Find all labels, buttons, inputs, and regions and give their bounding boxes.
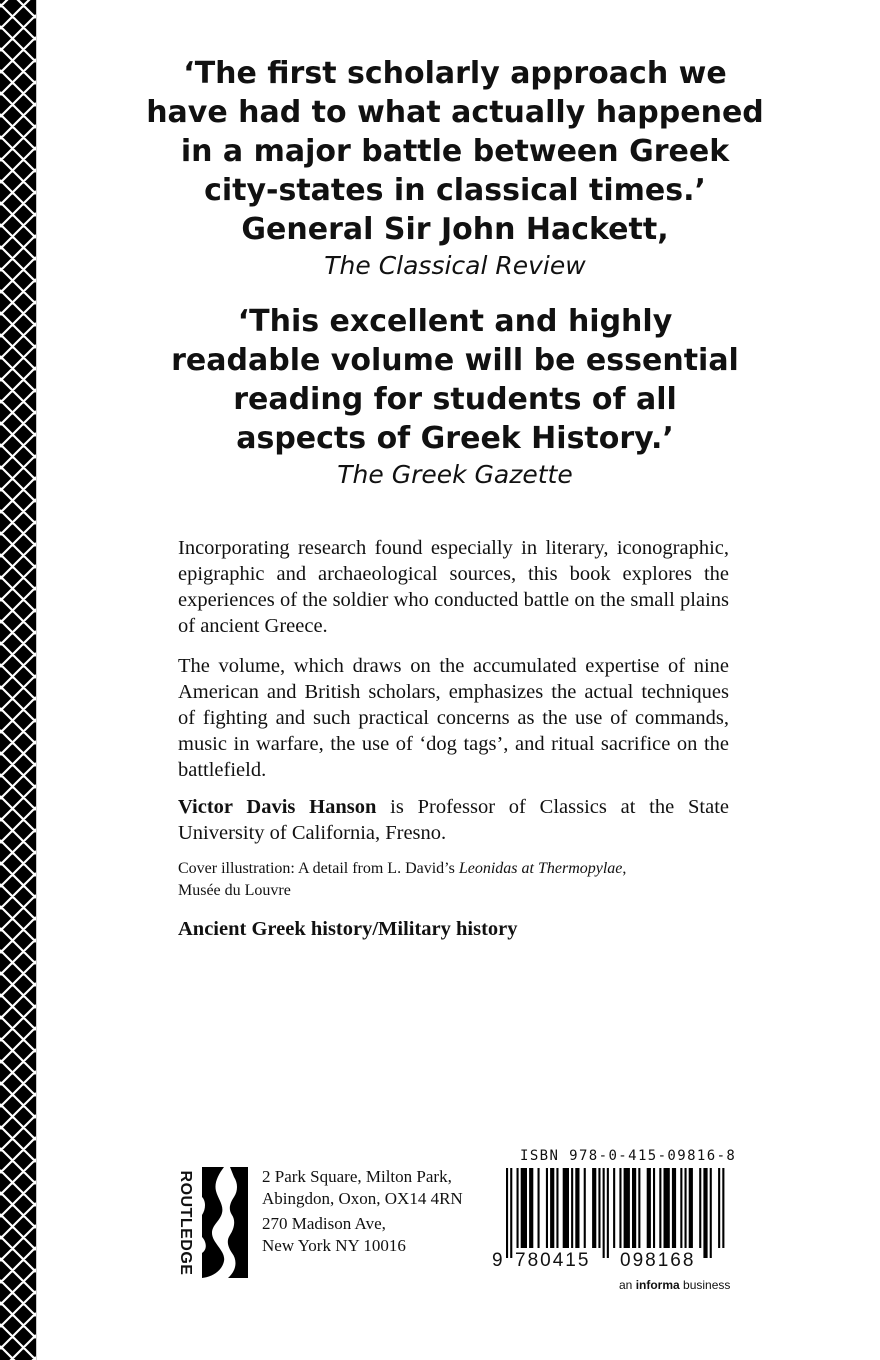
barcode-bar	[685, 1168, 687, 1248]
logo-profile-left	[202, 1167, 224, 1278]
quote-line: ‘This excellent and highly	[237, 304, 673, 339]
barcode-bar	[613, 1168, 615, 1248]
barcode-digit-first: 9	[492, 1250, 505, 1271]
barcode-bar	[510, 1168, 512, 1258]
barcode-bar	[521, 1168, 527, 1248]
barcode-bar	[506, 1168, 508, 1258]
quote-line: readable volume will be essential	[171, 343, 739, 378]
subject-category: Ancient Greek history/Military history	[178, 918, 518, 940]
barcode-bars	[506, 1168, 730, 1258]
quote-publication: The Greek Gazette	[337, 460, 573, 489]
review-quote-1	[60, 54, 850, 283]
barcode-bar	[653, 1168, 655, 1248]
quote-publication: The Classical Review	[324, 251, 586, 280]
tagline-prefix: an	[619, 1278, 636, 1292]
quote-line: in a major battle between Greek	[180, 134, 730, 169]
barcode-bar	[538, 1168, 540, 1248]
publisher-name: ROUTLEDGE	[177, 1170, 194, 1275]
barcode-bar	[647, 1168, 651, 1248]
cover-credit-location: Musée du Louvre	[178, 882, 291, 899]
barcode-bar	[571, 1168, 573, 1248]
barcode-bar	[689, 1168, 693, 1248]
barcode-bar	[546, 1168, 548, 1248]
barcode-bar	[699, 1168, 701, 1248]
cover-credit-prefix: Cover illustration: A detail from L. David’s	[178, 860, 459, 877]
barcode-bar	[664, 1168, 670, 1248]
isbn-barcode	[490, 1148, 740, 1298]
author-bio-detail: is Professor of Classics at the State University of California, Fresno.	[178, 796, 729, 844]
quote-line: aspects of Greek History.’	[236, 421, 674, 456]
logo-profile-right	[228, 1167, 248, 1278]
barcode-bar	[592, 1168, 596, 1248]
decorative-border-strip	[0, 0, 37, 1360]
barcode-digits-right: 098168	[620, 1250, 696, 1271]
routledge-logo-icon	[172, 1165, 252, 1280]
barcode-bar	[563, 1168, 569, 1248]
isbn-label: ISBN 978-0-415-09816-8	[520, 1148, 737, 1164]
address-line: New York NY 10016	[262, 1236, 406, 1255]
paragraph-text: The volume, which draws on the accumulated expertise of nine American and British scholars, emphasizes the actual techniques of fighting and such practical concerns as the use of commands, music in warfare, the use of ‘dog tags’, and ritual sacrifice on the battlefield.	[178, 655, 729, 781]
address-line: Abingdon, Oxon, OX14 4RN	[262, 1189, 463, 1208]
barcode-bar	[680, 1168, 682, 1248]
cover-credit-title: Leonidas at Thermopylae	[458, 860, 623, 877]
barcode-bar	[672, 1168, 676, 1248]
barcode-bar	[722, 1168, 724, 1248]
quote-line: reading for students of all	[233, 382, 677, 417]
address-uk	[262, 1166, 463, 1210]
quote-line: city-states in classical times.’	[204, 173, 706, 208]
quote-line: have had to what actually happened	[146, 95, 764, 130]
publisher-address	[262, 1166, 463, 1260]
barcode-bar	[710, 1168, 712, 1258]
barcode-bar	[703, 1168, 707, 1258]
barcode-bar	[575, 1168, 579, 1248]
cover-credit-suffix: ,	[622, 860, 627, 877]
cover-credit	[178, 858, 738, 902]
address-line: 270 Madison Ave,	[262, 1214, 386, 1233]
zigzag-pattern	[0, 0, 36, 1360]
barcode-bar	[619, 1168, 621, 1248]
paragraph-text: Incorporating research found especially in literary, iconographic, epigraphic and archaeological sources, this book explores the experiences of the soldier who conducted battle on the small plains of ancient Greece.	[178, 537, 729, 637]
barcode-bar	[603, 1168, 605, 1258]
author-name: Victor Davis Hanson	[178, 796, 377, 818]
barcode-bar	[632, 1168, 636, 1248]
informa-tagline	[619, 1278, 730, 1292]
address-line: 2 Park Square, Milton Park,	[262, 1167, 452, 1186]
barcode-bar	[550, 1168, 554, 1248]
barcode-bar	[529, 1168, 533, 1248]
barcode-bar	[638, 1168, 640, 1248]
barcode-bar	[607, 1168, 609, 1258]
barcode-bar	[718, 1168, 720, 1248]
barcode-bar	[584, 1168, 586, 1248]
barcode-bar	[517, 1168, 519, 1248]
author-bio-text	[178, 794, 729, 846]
address-us	[262, 1213, 463, 1257]
barcode-bar	[598, 1168, 600, 1248]
barcode-digits-left: 780415	[515, 1250, 591, 1271]
quote-author: General Sir John Hackett,	[241, 212, 669, 247]
tagline-brand: informa	[635, 1278, 680, 1292]
description-paragraph-2	[178, 653, 729, 783]
barcode-bar	[624, 1168, 630, 1248]
quote-line: ‘The first scholarly approach we	[183, 56, 727, 91]
description-paragraph-1	[178, 535, 729, 639]
barcode-bar	[659, 1168, 661, 1248]
author-bio	[178, 794, 729, 846]
review-quote-2	[60, 302, 850, 492]
tagline-suffix: business	[679, 1278, 731, 1292]
barcode-bar	[556, 1168, 558, 1248]
